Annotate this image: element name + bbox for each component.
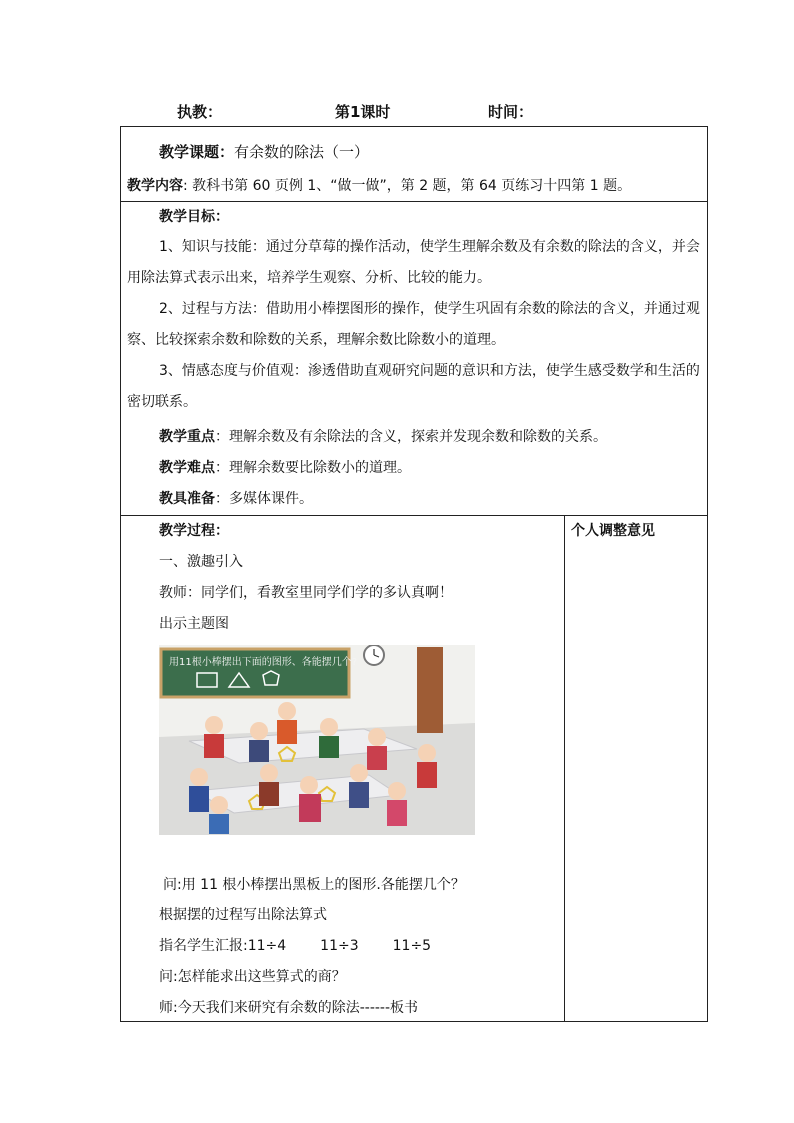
report-label: 指名学生汇报: <box>159 938 248 954</box>
objectives-label: 教学目标： <box>159 209 229 225</box>
teacher-closing: 师:今天我们来研究有余数的除法------板书 <box>159 1000 419 1016</box>
report-item: 11÷3 <box>320 938 359 954</box>
classroom-illustration-svg <box>159 645 475 835</box>
difficulty-value: ：理解余数要比除数小的道理。 <box>215 460 411 476</box>
materials-row <box>159 489 313 509</box>
difficulty-row <box>159 458 411 478</box>
difficulty-label: 教学难点 <box>159 460 215 476</box>
row-divider <box>121 201 707 202</box>
objective-item: 2、过程与方法：借助用小棒摆图形的操作，使学生巩固有余数的除法的含义，并通过观察、比较探索余数和除数的关系，理解余数比除数小的道理。 <box>127 301 700 348</box>
door <box>417 647 443 733</box>
lesson-plan-table <box>120 126 708 1022</box>
objective-item: 3、情感态度与价值观：渗透借助直观研究问题的意识和方法，使学生感受数学和生活的密切联系。 <box>127 363 700 410</box>
question-2: 问:怎样能求出这些算式的商？ <box>159 969 346 985</box>
teacher-line: 教师：同学们，看教室里同学们学的多认真啊！ <box>159 585 453 601</box>
key-point-row <box>159 427 607 447</box>
teacher-label: 执教： <box>177 103 223 121</box>
content-value: : 教科书第 60 页例 1、“做一做”，第 2 题，第 64 页练习十四第 1 题。 <box>183 178 632 194</box>
objectives-list <box>127 232 701 418</box>
row-divider <box>121 515 707 516</box>
step1-heading: 一、激趣引入 <box>159 554 243 570</box>
objective-item: 1、知识与技能：通过分草莓的操作活动，使学生理解余数及有余数的除法的含义，并会用除法算式表示出来，培养学生观察、分析、比较的能力。 <box>127 239 700 286</box>
content-label: 教学内容 <box>127 178 183 194</box>
process-label: 教学过程： <box>159 523 229 539</box>
report-item: 11÷4 <box>247 938 287 954</box>
materials-value: ：多媒体课件。 <box>215 491 313 507</box>
topic-label: 教学课题： <box>159 143 235 161</box>
time-label: 时间： <box>488 103 534 121</box>
report-line <box>159 936 431 956</box>
key-point-value: ：理解余数及有余除法的含义，探索并发现余数和除数的关系。 <box>215 429 607 445</box>
lesson-label: 第1课时 <box>335 103 391 121</box>
content-row <box>127 176 631 196</box>
topic-value: 有余数的除法（一） <box>234 143 370 161</box>
adjust-column-label: 个人调整意见 <box>571 523 655 539</box>
write-division-line: 根据摆的过程写出除法算式 <box>159 907 327 923</box>
blackboard-text: 用11根小棒摆出下面的图形、各能摆几个? <box>169 657 358 668</box>
header-row <box>0 101 794 123</box>
key-point-label: 教学重点 <box>159 429 215 445</box>
report-item: 11÷5 <box>392 938 432 954</box>
column-divider <box>564 515 565 1022</box>
classroom-illustration <box>159 645 475 835</box>
topic-row <box>159 142 369 162</box>
show-picture-line: 出示主题图 <box>159 616 229 632</box>
materials-label: 教具准备 <box>159 491 215 507</box>
question-1: 问:用 11 根小棒摆出黑板上的图形.各能摆几个？ <box>163 877 465 893</box>
